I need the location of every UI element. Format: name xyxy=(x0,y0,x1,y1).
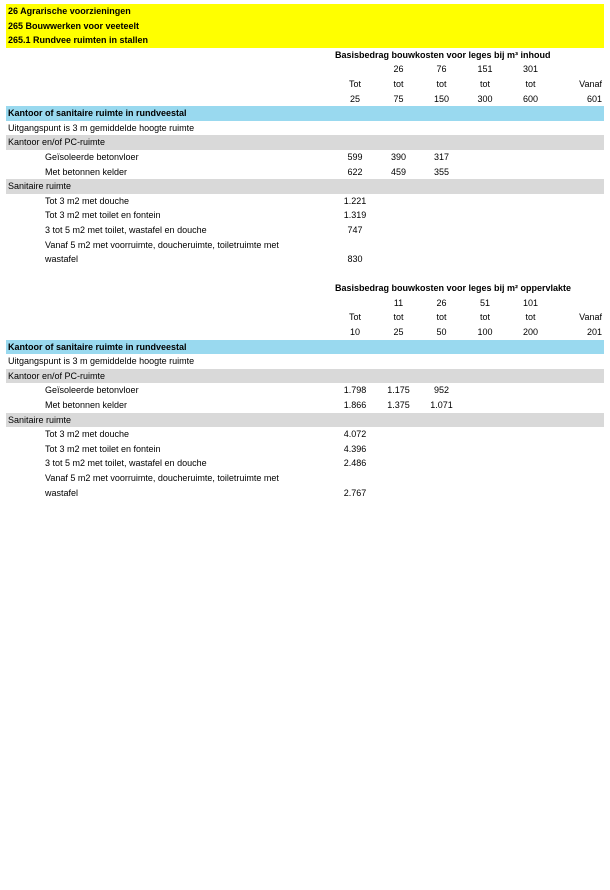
note-row: Uitgangspunt is 3 m gemiddelde hoogte ruimte xyxy=(8,356,195,367)
table-row xyxy=(6,427,604,442)
row-label: 3 tot 5 m2 met toilet, wastafel en douche xyxy=(45,458,207,469)
table-row xyxy=(6,398,604,413)
header-row-word xyxy=(6,77,604,92)
header-cell: Tot xyxy=(348,78,361,89)
header-cell: 76 xyxy=(436,64,447,75)
title-band xyxy=(6,4,604,48)
table-area xyxy=(6,281,604,500)
header-row-to xyxy=(6,92,604,107)
table-row xyxy=(6,456,604,471)
table-title-text: Basisbedrag bouwkosten voor leges bij m² oppervlakte xyxy=(335,283,572,294)
row-label: Met betonnen kelder xyxy=(45,166,128,177)
table-title xyxy=(6,281,604,296)
header-cell: 101 xyxy=(522,297,539,308)
header-row-word xyxy=(6,310,604,325)
header-cell: 301 xyxy=(522,64,539,75)
header-cell: 100 xyxy=(477,327,493,338)
value-cell: 4.072 xyxy=(343,429,367,440)
row-label: wastafel xyxy=(45,487,79,498)
value-cell: 599 xyxy=(347,151,363,162)
row-label: Geïsoleerde betonvloer xyxy=(45,151,139,162)
header-cell: 151 xyxy=(477,64,493,75)
table-row xyxy=(6,150,604,165)
table-title xyxy=(6,48,604,63)
value-cell: 1.866 xyxy=(343,400,367,411)
header-cell: Tot xyxy=(348,312,361,323)
header-cell: 25 xyxy=(349,93,360,104)
group-row-office: Kantoor en/of PC-ruimte xyxy=(6,135,604,150)
value-cell: 1.375 xyxy=(387,400,410,411)
header-cell: tot xyxy=(393,312,404,323)
spreadsheet xyxy=(6,4,604,500)
row-label: Met betonnen kelder xyxy=(45,400,128,411)
value-cell: 355 xyxy=(433,166,450,177)
row-label: Tot 3 m2 met douche xyxy=(45,195,130,206)
value-cell: 1.221 xyxy=(343,195,367,206)
value-cell: 830 xyxy=(347,254,363,265)
header-cell: tot xyxy=(436,312,447,323)
header-cell: 600 xyxy=(522,93,539,104)
header-cell: tot xyxy=(525,78,536,89)
chapter-heading: 26 Agrarische voorzieningen xyxy=(8,6,131,16)
value-cell: 317 xyxy=(433,151,450,162)
table-row xyxy=(6,383,604,398)
row-label: Vanaf 5 m2 met voorruimte, doucheruimte, toiletruimte met xyxy=(45,473,279,483)
table-row xyxy=(6,442,604,457)
table-row xyxy=(6,208,604,223)
subsection-heading: 265.1 Rundvee ruimten in stallen xyxy=(8,35,149,46)
header-cell: Vanaf xyxy=(579,78,602,89)
header-cell: 11 xyxy=(393,297,404,308)
group-row-sanitary: Sanitaire ruimte xyxy=(6,179,604,194)
header-cell: 50 xyxy=(436,327,447,338)
header-cell: tot xyxy=(436,78,447,89)
row-label: Vanaf 5 m2 met voorruimte, doucheruimte, toiletruimte met xyxy=(45,239,279,250)
table-row xyxy=(6,165,604,180)
value-cell: 747 xyxy=(347,224,363,235)
table-row xyxy=(6,238,604,253)
table-row xyxy=(6,252,604,267)
value-cell: 1.071 xyxy=(430,400,453,411)
value-cell: 390 xyxy=(390,151,407,162)
section-row: Kantoor of sanitaire ruimte in rundveestal xyxy=(6,340,604,355)
header-cell: 300 xyxy=(477,93,493,104)
spacer xyxy=(6,267,604,282)
header-row-to xyxy=(6,325,604,340)
table-row xyxy=(6,471,604,486)
header-cell: 201 xyxy=(586,327,602,338)
row-label: Tot 3 m2 met toilet en fontein xyxy=(45,443,161,454)
table-title-text: Basisbedrag bouwkosten voor leges bij m³ inhoud xyxy=(335,49,551,60)
table-row xyxy=(6,194,604,209)
row-label: Tot 3 m2 met douche xyxy=(45,429,130,440)
row-label: Geïsoleerde betonvloer xyxy=(45,385,139,396)
section-heading: 265 Bouwwerken voor veeteelt xyxy=(8,20,140,31)
value-cell: 2.486 xyxy=(343,458,367,469)
header-cell: 26 xyxy=(436,297,447,308)
header-cell: tot xyxy=(479,312,490,323)
value-cell: 459 xyxy=(390,166,407,177)
header-cell: 200 xyxy=(522,327,539,338)
header-cell: 10 xyxy=(349,327,360,338)
group-row-office: Kantoor en/of PC-ruimte xyxy=(6,369,604,384)
header-cell: tot xyxy=(393,78,404,89)
note-row: Uitgangspunt is 3 m gemiddelde hoogte ruimte xyxy=(8,122,195,133)
table-row xyxy=(6,223,604,238)
header-row-from xyxy=(6,296,604,311)
row-label: 3 tot 5 m2 met toilet, wastafel en douche xyxy=(45,224,207,235)
header-cell: 75 xyxy=(393,93,404,104)
header-cell: 51 xyxy=(479,297,490,308)
value-cell: 952 xyxy=(433,385,450,396)
header-row-from xyxy=(6,62,604,77)
table-volume xyxy=(6,48,604,267)
header-cell: 150 xyxy=(433,93,450,104)
header-cell: tot xyxy=(479,78,490,89)
header-cell: 25 xyxy=(393,327,404,338)
group-row-sanitary: Sanitaire ruimte xyxy=(6,413,604,428)
value-cell: 2.767 xyxy=(343,487,367,498)
table-row xyxy=(6,486,604,501)
value-cell: 1.798 xyxy=(343,385,367,396)
header-cell: Vanaf xyxy=(579,312,602,323)
section-row: Kantoor of sanitaire ruimte in rundveestal xyxy=(6,106,604,121)
value-cell: 4.396 xyxy=(343,443,367,454)
header-cell: 601 xyxy=(586,93,602,104)
value-cell: 1.175 xyxy=(387,385,410,396)
header-cell: tot xyxy=(525,312,536,323)
value-cell: 622 xyxy=(347,166,363,177)
header-cell: 26 xyxy=(393,64,404,75)
value-cell: 1.319 xyxy=(343,210,367,221)
row-label: Tot 3 m2 met toilet en fontein xyxy=(45,210,161,221)
row-label: wastafel xyxy=(45,254,79,265)
